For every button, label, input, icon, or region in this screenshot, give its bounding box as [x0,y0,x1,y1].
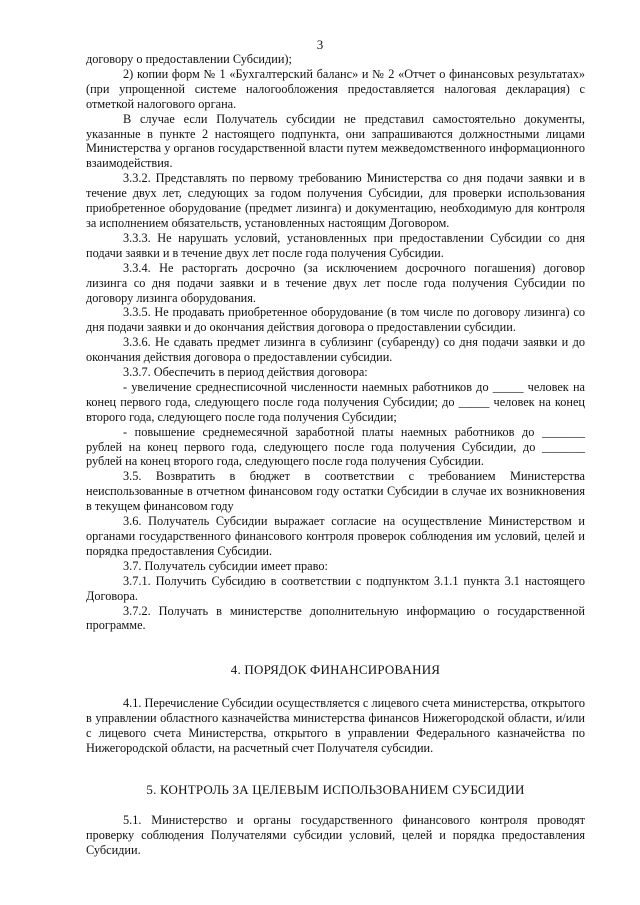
paragraph-contract-ref: договору о предоставлении Субсидии); [86,52,292,66]
paragraph-5-1: 5.1. Министерство и органы государственного финансового контроля проводят проверку соблюдения Получателями субсидии условий, целей и порядка предоставления Субсидии. [86,813,585,857]
paragraph-3-7: 3.7. Получатель субсидии имеет право: [123,558,328,573]
paragraph-4-1: 4.1. Перечисление Субсидии осуществляется с лицевого счета министерства, открытого в управлении областного казначейства министерства финансов Нижегородской области, и/или с лицевого счета Министерства, открытого в управлении Федерального казначейства по Нижегородской области, на расчетный счет Получателя субсидии. [86,696,585,755]
paragraph-item-2-forms: 2) копии форм № 1 «Бухгалтерский баланс» и № 2 «Отчет о финансовых результатах» (при упрощенной системе налогообложения предоставляется налоговая декларация) с отметкой налогового органа. [86,66,585,111]
paragraph-3-5: 3.5. Возвратить в бюджет в соответствии с требованием Министерства неиспользованные в отчетном финансовом году остатки Субсидии в случае их возникновения в текущем финансовом году [86,469,585,514]
paragraph-3-7-2: 3.7.2. Получать в министерстве дополнительную информацию о государственной программе. [86,603,585,633]
section-5-block [86,813,585,858]
paragraph-3-6: 3.6. Получатель Субсидии выражает согласие на осуществление Министерством и органами государственного финансового контроля проверок соблюдения им условий, целей и порядка предоставления Субсидии. [86,514,585,558]
page-number: 3 [316,37,324,52]
paragraph-3-7-1: 3.7.1. Получить Субсидию в соответствии с подпунктом 3.1.1 пункта 3.1 настоящего Договора. [86,573,585,603]
section-5-title: 5. КОНТРОЛЬ ЗА ЦЕЛЕВЫМ ИСПОЛЬЗОВАНИЕМ СУБСИДИИ [146,782,525,797]
paragraph-documents-request: В случае если Получатель субсидии не представил самостоятельно документы, указанные в пункте 2 настоящего подпункта, они запрашиваются должностными лицами Министерства у органов государственной власти путем межведомственного информационного взаимодействия. [86,111,585,171]
paragraph-3-3-3: 3.3.3. Не нарушать условий, установленных при предоставлении Субсидии со дня подачи заявки и в течение двух лет после года получения Субсидии. [86,230,585,260]
paragraph-3-3-5: 3.3.5. Не продавать приобретенное оборудование (в том числе по договору лизинга) со дня подачи заявки и до окончания действия договора о предоставлении субсидии. [86,305,585,335]
section-4-block [86,696,585,756]
paragraph-3-3-4: 3.3.4. Не расторгать досрочно (за исключением досрочного погашения) договор лизинга со дня подачи заявки и в течение двух лет после года получения Субсидии по договору лизинга оборудования. [86,260,585,305]
section-4-title: 4. ПОРЯДОК ФИНАНСИРОВАНИЯ [230,662,441,677]
paragraph-employees-increase: - увеличение среднесписочной численности наемных работников до _____ человек на конец первого года, следующего после года получения Субсидии; до _____ человек на конец второго года, следующего после года получения Субсидии; [86,379,585,424]
paragraph-salary-increase: - повышение среднемесячной заработной платы наемных работников до _______ рублей на конец первого года, следующего после года получения Субсидии, до _______ рублей на конец второго года, следующего после года получения Субсидии. [86,424,585,469]
paragraph-3-3-2: 3.3.2. Представлять по первому требованию Министерства со дня подачи заявки и в течение двух лет, следующих за годом получения Субсидии, для проверки использования приобретенное оборудование (предмет лизинга) и документацию, необходимую для контроля за исполнением обязательств, установленных настоящим Договором. [86,171,585,230]
paragraph-3-3-7: 3.3.7. Обеспечить в период действия договора: [123,365,368,380]
contract-terms-block [86,52,585,633]
paragraph-3-3-6: 3.3.6. Не сдавать предмет лизинга в сублизинг (субаренду) со дня подачи заявки и до окончания действия договора о предоставлении субсидии. [86,335,585,365]
